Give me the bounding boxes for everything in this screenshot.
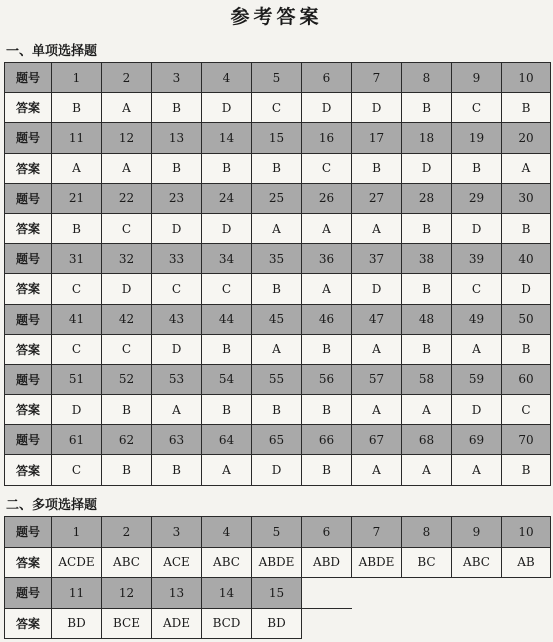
question-number-cell: 26 xyxy=(302,183,352,213)
question-number-cell: 55 xyxy=(252,364,302,394)
answer-cell: B xyxy=(252,153,302,183)
answer-cell: ABDE xyxy=(352,547,402,578)
question-number-cell: 29 xyxy=(452,183,502,213)
question-number-cell: 32 xyxy=(102,244,152,274)
answer-cell: A xyxy=(152,395,202,425)
question-number-cell: 15 xyxy=(252,578,302,609)
answer-cell: C xyxy=(52,334,102,364)
question-number-cell: 6 xyxy=(302,63,352,93)
answer-cell: B xyxy=(402,334,452,364)
answer-cell: C xyxy=(502,395,551,425)
answer-cell: D xyxy=(452,213,502,243)
question-number-cell: 2 xyxy=(102,517,152,548)
question-number-label: 题号 xyxy=(5,183,52,213)
answer-cell: D xyxy=(102,274,152,304)
answer-cell: B xyxy=(502,93,551,123)
question-number-cell: 14 xyxy=(202,123,252,153)
question-number-cell: 41 xyxy=(52,304,102,334)
question-number-label: 题号 xyxy=(5,304,52,334)
answer-row xyxy=(5,213,551,243)
question-number-cell: 13 xyxy=(152,123,202,153)
empty-cell xyxy=(452,578,502,609)
answer-row xyxy=(5,395,551,425)
question-number-label: 题号 xyxy=(5,244,52,274)
question-number-cell: 69 xyxy=(452,425,502,455)
empty-cell xyxy=(402,608,452,639)
empty-cell xyxy=(352,578,402,609)
question-number-cell: 7 xyxy=(352,63,402,93)
question-number-label: 题号 xyxy=(5,123,52,153)
answer-cell: B xyxy=(302,334,352,364)
question-number-label: 题号 xyxy=(5,63,52,93)
question-number-cell: 46 xyxy=(302,304,352,334)
question-number-cell: 39 xyxy=(452,244,502,274)
question-number-label: 题号 xyxy=(5,364,52,394)
question-number-label: 题号 xyxy=(5,578,52,609)
question-number-cell: 21 xyxy=(52,183,102,213)
answer-cell: B xyxy=(202,153,252,183)
multiple-choice-heading: 二、多项选择题 xyxy=(6,498,98,513)
answer-cell: D xyxy=(252,455,302,485)
answer-cell: BCE xyxy=(102,608,152,639)
answer-cell: B xyxy=(152,153,202,183)
empty-cell xyxy=(502,608,551,639)
answer-cell: A xyxy=(352,213,402,243)
question-number-cell: 10 xyxy=(502,517,551,548)
question-number-cell: 20 xyxy=(502,123,551,153)
question-number-cell: 2 xyxy=(102,63,152,93)
answer-cell: ABC xyxy=(102,547,152,578)
question-number-label: 题号 xyxy=(5,517,52,548)
question-number-row xyxy=(5,183,551,213)
answer-cell: B xyxy=(402,213,452,243)
answer-cell: B xyxy=(502,455,551,485)
question-number-row xyxy=(5,244,551,274)
answer-label: 答案 xyxy=(5,274,52,304)
answer-cell: C xyxy=(102,213,152,243)
question-number-cell: 8 xyxy=(402,63,452,93)
answer-cell: BD xyxy=(52,608,102,639)
answer-cell: AB xyxy=(502,547,551,578)
answer-cell: A xyxy=(102,93,152,123)
question-number-cell: 13 xyxy=(152,578,202,609)
question-number-row xyxy=(5,425,551,455)
question-number-cell: 9 xyxy=(452,517,502,548)
answer-cell: BCD xyxy=(202,608,252,639)
answer-cell: A xyxy=(252,334,302,364)
answer-cell: B xyxy=(502,334,551,364)
question-number-cell: 66 xyxy=(302,425,352,455)
answer-cell: A xyxy=(402,455,452,485)
question-number-row xyxy=(5,304,551,334)
answer-label: 答案 xyxy=(5,213,52,243)
question-number-cell: 33 xyxy=(152,244,202,274)
question-number-cell: 9 xyxy=(452,63,502,93)
question-number-cell: 68 xyxy=(402,425,452,455)
answer-cell: D xyxy=(52,395,102,425)
answer-cell: C xyxy=(152,274,202,304)
answer-row xyxy=(5,455,551,485)
question-number-cell: 5 xyxy=(252,517,302,548)
question-number-cell: 35 xyxy=(252,244,302,274)
answer-cell: A xyxy=(252,213,302,243)
answer-label: 答案 xyxy=(5,608,52,639)
answer-cell: C xyxy=(452,93,502,123)
answer-cell: A xyxy=(202,455,252,485)
question-number-cell: 12 xyxy=(102,578,152,609)
question-number-cell: 10 xyxy=(502,63,551,93)
answer-label: 答案 xyxy=(5,455,52,485)
answer-cell: D xyxy=(152,213,202,243)
answer-cell: D xyxy=(152,334,202,364)
answer-cell: A xyxy=(302,274,352,304)
question-number-cell: 62 xyxy=(102,425,152,455)
answer-label: 答案 xyxy=(5,395,52,425)
answer-label: 答案 xyxy=(5,93,52,123)
question-number-row xyxy=(5,63,551,93)
answer-row xyxy=(5,334,551,364)
answer-cell: ABD xyxy=(302,547,352,578)
question-number-cell: 53 xyxy=(152,364,202,394)
empty-cell xyxy=(302,578,352,609)
answer-cell: A xyxy=(352,455,402,485)
answer-cell: B xyxy=(252,274,302,304)
answer-label: 答案 xyxy=(5,334,52,364)
answer-row xyxy=(5,274,551,304)
question-number-cell: 52 xyxy=(102,364,152,394)
answer-row xyxy=(5,93,551,123)
question-number-cell: 8 xyxy=(402,517,452,548)
answer-cell: C xyxy=(452,274,502,304)
question-number-cell: 3 xyxy=(152,63,202,93)
answer-cell: B xyxy=(102,395,152,425)
question-number-cell: 58 xyxy=(402,364,452,394)
question-number-cell: 25 xyxy=(252,183,302,213)
answer-cell: A xyxy=(402,395,452,425)
answer-cell: D xyxy=(402,153,452,183)
single-choice-heading: 一、单项选择题 xyxy=(6,44,98,59)
answer-cell: C xyxy=(302,153,352,183)
question-number-cell: 17 xyxy=(352,123,402,153)
question-number-cell: 6 xyxy=(302,517,352,548)
answer-cell: A xyxy=(52,153,102,183)
question-number-cell: 37 xyxy=(352,244,402,274)
question-number-cell: 59 xyxy=(452,364,502,394)
answer-cell: C xyxy=(52,274,102,304)
answer-cell: B xyxy=(452,153,502,183)
question-number-cell: 36 xyxy=(302,244,352,274)
answer-cell: B xyxy=(102,455,152,485)
answer-cell: A xyxy=(352,395,402,425)
question-number-cell: 19 xyxy=(452,123,502,153)
question-number-cell: 11 xyxy=(52,578,102,609)
empty-cell xyxy=(502,578,551,609)
answer-cell: ADE xyxy=(152,608,202,639)
question-number-cell: 7 xyxy=(352,517,402,548)
question-number-cell: 40 xyxy=(502,244,551,274)
answer-cell: C xyxy=(202,274,252,304)
question-number-cell: 5 xyxy=(252,63,302,93)
question-number-cell: 48 xyxy=(402,304,452,334)
answer-cell: B xyxy=(52,213,102,243)
question-number-cell: 70 xyxy=(502,425,551,455)
answer-cell: BD xyxy=(252,608,302,639)
answer-cell: C xyxy=(102,334,152,364)
answer-cell: D xyxy=(352,274,402,304)
answer-cell: C xyxy=(252,93,302,123)
question-number-cell: 67 xyxy=(352,425,402,455)
question-number-cell: 1 xyxy=(52,517,102,548)
answer-row xyxy=(5,547,551,578)
question-number-cell: 38 xyxy=(402,244,452,274)
answer-cell: B xyxy=(202,334,252,364)
question-number-cell: 43 xyxy=(152,304,202,334)
answer-cell: B xyxy=(52,93,102,123)
question-number-cell: 57 xyxy=(352,364,402,394)
question-number-cell: 3 xyxy=(152,517,202,548)
question-number-cell: 27 xyxy=(352,183,402,213)
question-number-cell: 15 xyxy=(252,123,302,153)
question-number-label: 题号 xyxy=(5,425,52,455)
answer-cell: ABC xyxy=(452,547,502,578)
question-number-cell: 64 xyxy=(202,425,252,455)
answer-cell: A xyxy=(352,334,402,364)
answer-cell: B xyxy=(152,93,202,123)
answer-cell: B xyxy=(302,395,352,425)
multiple-choice-answer-table xyxy=(4,516,551,639)
question-number-cell: 60 xyxy=(502,364,551,394)
answer-cell: A xyxy=(452,455,502,485)
answer-row xyxy=(5,608,551,639)
question-number-cell: 18 xyxy=(402,123,452,153)
question-number-cell: 11 xyxy=(52,123,102,153)
question-number-cell: 16 xyxy=(302,123,352,153)
page-title: 参考答案 xyxy=(230,6,323,28)
question-number-cell: 34 xyxy=(202,244,252,274)
question-number-cell: 45 xyxy=(252,304,302,334)
answer-cell: B xyxy=(352,153,402,183)
answer-cell: ABC xyxy=(202,547,252,578)
question-number-cell: 22 xyxy=(102,183,152,213)
answer-cell: A xyxy=(452,334,502,364)
empty-cell xyxy=(452,608,502,639)
question-number-cell: 56 xyxy=(302,364,352,394)
question-number-cell: 4 xyxy=(202,517,252,548)
answer-cell: BC xyxy=(402,547,452,578)
question-number-cell: 24 xyxy=(202,183,252,213)
answer-cell: D xyxy=(202,213,252,243)
answer-cell: B xyxy=(152,455,202,485)
question-number-cell: 1 xyxy=(52,63,102,93)
question-number-cell: 65 xyxy=(252,425,302,455)
answer-cell: B xyxy=(502,213,551,243)
answer-cell: ACE xyxy=(152,547,202,578)
empty-cell xyxy=(302,608,352,639)
answer-label: 答案 xyxy=(5,547,52,578)
question-number-cell: 23 xyxy=(152,183,202,213)
question-number-cell: 12 xyxy=(102,123,152,153)
empty-cell xyxy=(402,578,452,609)
answer-cell: B xyxy=(402,274,452,304)
answer-label: 答案 xyxy=(5,153,52,183)
answer-cell: A xyxy=(102,153,152,183)
answer-cell: D xyxy=(502,274,551,304)
single-choice-answer-table xyxy=(4,62,551,486)
question-number-row xyxy=(5,517,551,548)
question-number-cell: 44 xyxy=(202,304,252,334)
question-number-cell: 14 xyxy=(202,578,252,609)
question-number-row xyxy=(5,364,551,394)
question-number-cell: 47 xyxy=(352,304,402,334)
question-number-row xyxy=(5,123,551,153)
question-number-cell: 49 xyxy=(452,304,502,334)
question-number-cell: 61 xyxy=(52,425,102,455)
question-number-cell: 28 xyxy=(402,183,452,213)
answer-cell: A xyxy=(302,213,352,243)
answer-cell: B xyxy=(302,455,352,485)
empty-cell xyxy=(352,608,402,639)
answer-row xyxy=(5,153,551,183)
answer-cell: B xyxy=(402,93,452,123)
answer-cell: D xyxy=(352,93,402,123)
question-number-row xyxy=(5,578,551,609)
answer-cell: D xyxy=(202,93,252,123)
answer-cell: C xyxy=(52,455,102,485)
question-number-cell: 4 xyxy=(202,63,252,93)
answer-cell: B xyxy=(202,395,252,425)
answer-cell: A xyxy=(502,153,551,183)
question-number-cell: 42 xyxy=(102,304,152,334)
answer-cell: ACDE xyxy=(52,547,102,578)
answer-cell: D xyxy=(452,395,502,425)
question-number-cell: 30 xyxy=(502,183,551,213)
question-number-cell: 63 xyxy=(152,425,202,455)
question-number-cell: 50 xyxy=(502,304,551,334)
answer-cell: ABDE xyxy=(252,547,302,578)
question-number-cell: 54 xyxy=(202,364,252,394)
question-number-cell: 51 xyxy=(52,364,102,394)
question-number-cell: 31 xyxy=(52,244,102,274)
answer-cell: D xyxy=(302,93,352,123)
answer-cell: B xyxy=(252,395,302,425)
